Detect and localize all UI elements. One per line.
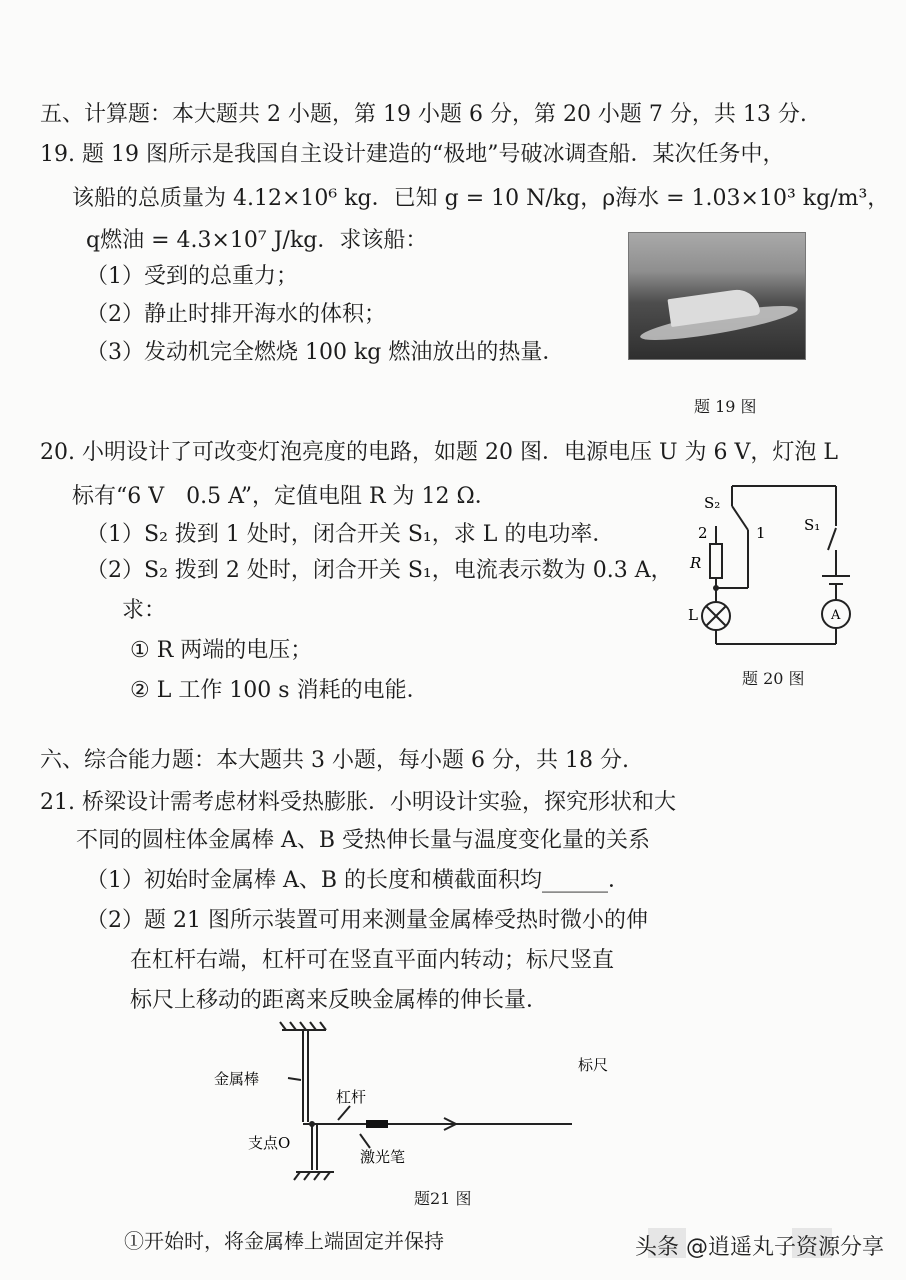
label-rod: 金属棒 <box>214 1070 260 1088</box>
circuit-diagram <box>684 480 874 656</box>
q19-sub2: （2）静止时排开海水的体积； <box>86 302 386 327</box>
label-lever: 杠杆 <box>336 1088 367 1106</box>
label-r: R <box>690 554 702 572</box>
q20-sub2b: 求： <box>122 598 167 623</box>
section5-header: 五、计算题：本大题共 2 小题，第 19 小题 6 分，第 20 小题 7 分，共 13 分. <box>40 102 807 127</box>
pivot-point <box>309 1121 315 1127</box>
q21-sub2b: 在杠杆右端，杠杆可在竖直平面内转动；标尺竖直 <box>130 948 615 973</box>
junction-dot <box>713 585 719 591</box>
q21-sub2c: 标尺上移动的距离来反映金属棒的伸长量． <box>130 988 549 1013</box>
q21-sub2a: （2）题 21 图所示装置可用来测量金属棒受热时微小的伸 <box>86 908 648 933</box>
label-s1: S₁ <box>804 516 821 534</box>
q20-sub2ii: ② L 工作 100 s 消耗的电能． <box>130 678 429 703</box>
q19-line2: 该船的总质量为 4.12×10⁶ kg．已知 g = 10 N/kg，ρ海水 = 1.03×10³ kg/m³， <box>72 186 890 211</box>
label-laser: 激光笔 <box>360 1148 406 1166</box>
q19-sub3: （3）发动机完全燃烧 100 kg 燃油放出的热量． <box>86 340 565 365</box>
q20-line1: 20. 小明设计了可改变灯泡亮度的电路，如题 20 图．电源电压 U 为 6 V，灯泡 L <box>40 440 838 465</box>
q21-caption: 题21 图 <box>414 1189 472 1208</box>
q19-line1: 19. 题 19 图所示是我国自主设计建造的“极地”号破冰调查船．某次任务中， <box>40 142 785 167</box>
lever-diagram <box>200 1020 620 1188</box>
q20-sub1: （1）S₂ 拨到 1 处时，闭合开关 S₁，求 L 的电功率． <box>86 522 615 547</box>
section6-header: 六、综合能力题：本大题共 3 小题，每小题 6 分，共 18 分. <box>40 748 629 773</box>
label-a: A <box>831 608 841 623</box>
label-l: L <box>688 606 698 624</box>
q21-sub1: （1）初始时金属棒 A、B 的长度和横截面积均______． <box>86 868 631 893</box>
label-pos2: 2 <box>698 524 708 542</box>
q20-sub2: （2）S₂ 拨到 2 处时，闭合开关 S₁，电流表示数为 0.3 A， <box>86 558 673 583</box>
q20-line2: 标有“6 V 0.5 A”，定值电阻 R 为 12 Ω． <box>72 484 497 509</box>
q19-line3: q燃油 = 4.3×10⁷ J/kg．求该船： <box>86 228 428 253</box>
icebreaker-ship-photo <box>628 232 806 360</box>
q21-bottom-line: ①开始时，将金属棒上端固定并保持 <box>124 1229 444 1253</box>
q21-line2: 不同的圆柱体金属棒 A、B 受热伸长量与温度变化量的关系 <box>76 828 651 853</box>
label-scale: 标尺 <box>578 1056 609 1074</box>
watermark-text: 头条 @逍遥丸子资源分享 <box>635 1235 884 1260</box>
label-s2: S₂ <box>704 494 721 512</box>
q21-line1: 21. 桥梁设计需考虑材料受热膨胀．小明设计实验，探究形状和大 <box>40 790 676 815</box>
q20-sub2i: ① R 两端的电压； <box>130 638 313 663</box>
laser-pen <box>366 1120 388 1128</box>
q20-caption: 题 20 图 <box>742 669 805 688</box>
label-pivot: 支点O <box>248 1134 291 1152</box>
label-pos1: 1 <box>756 524 766 542</box>
q19-caption: 题 19 图 <box>694 397 757 416</box>
q19-sub1: （1）受到的总重力； <box>86 264 298 289</box>
